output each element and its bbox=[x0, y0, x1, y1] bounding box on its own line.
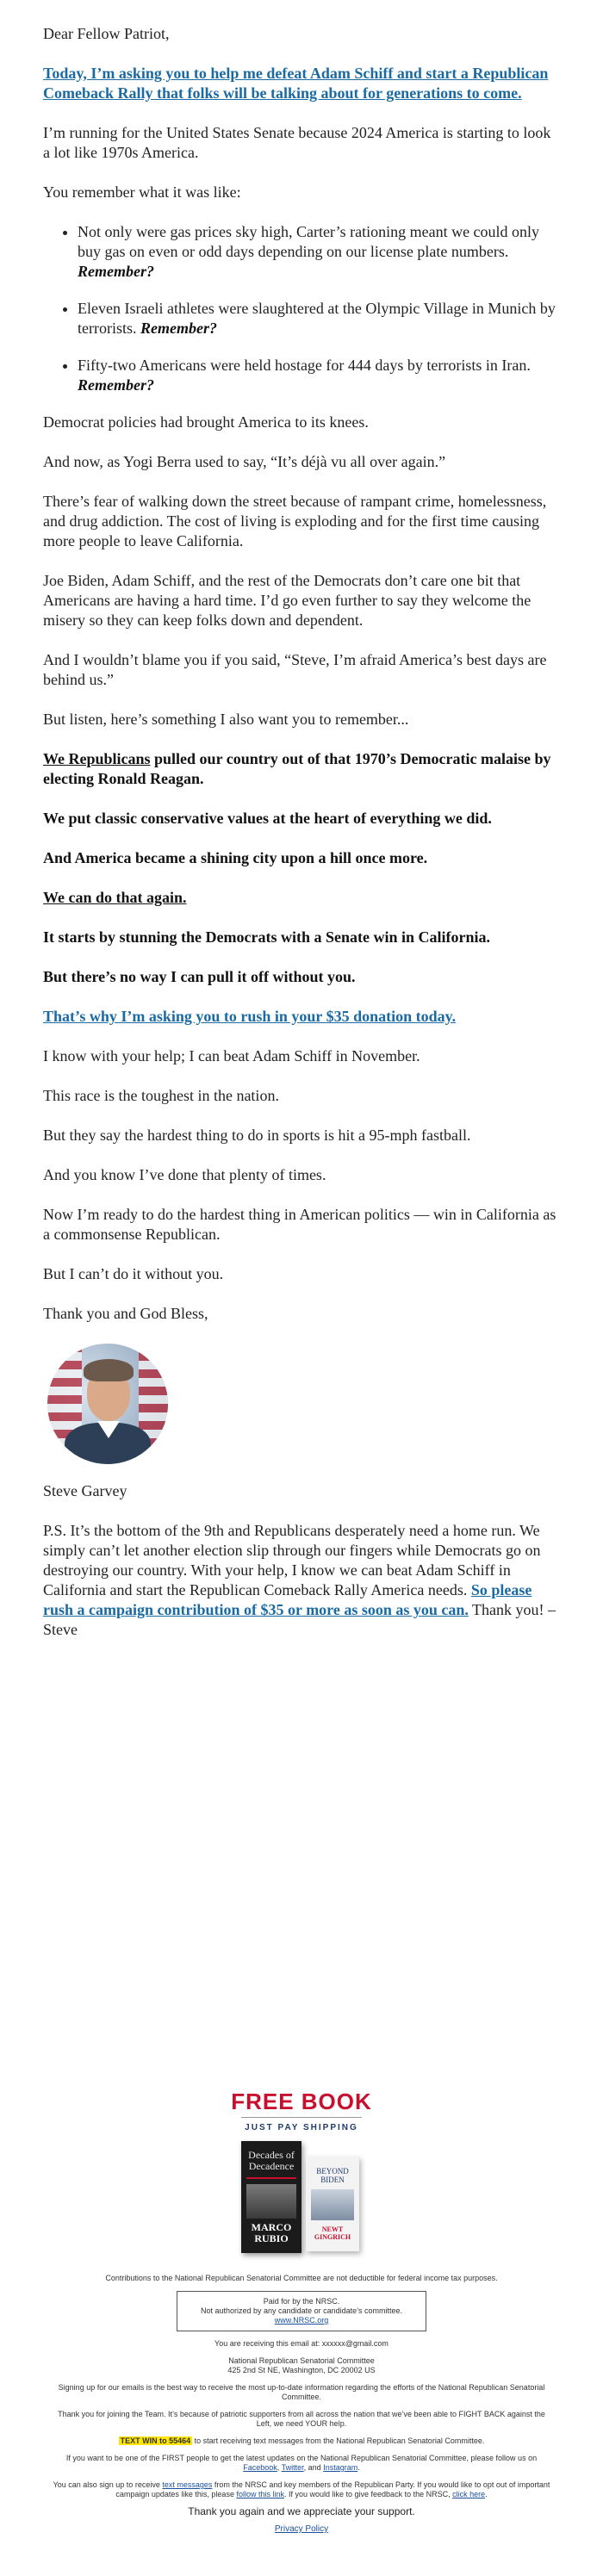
nrsc-site-link[interactable]: www.NRSC.org bbox=[274, 2316, 329, 2325]
ps-donate-link[interactable]: So please rush a campaign contribution of $35 or more as soon as you can. bbox=[43, 1581, 532, 1618]
book-cover-art bbox=[311, 2189, 354, 2220]
paragraph: But they say the hardest thing to do in sports is hit a 95-mph fastball. bbox=[43, 1127, 471, 1144]
book-cover-gingrich: BEYOND BIDEN NEWT GINGRICH bbox=[306, 2157, 359, 2251]
paragraph: This race is the toughest in the nation. bbox=[43, 1087, 279, 1104]
text-signup: TEXT WIN to 55464 to start receiving text messages from the National Republican Senatorial Committee. bbox=[120, 2436, 485, 2445]
signer-photo bbox=[47, 1344, 168, 1464]
email-footer bbox=[52, 2274, 551, 2542]
bold-paragraph: We Republicans pulled our country out of that 1970’s Democratic malaise by electing Ronald Reagan. bbox=[43, 750, 551, 787]
org-address: National Republican Senatorial Committee 425 2nd St NE, Washington, DC 20002 US bbox=[227, 2356, 376, 2374]
paragraph: And now, as Yogi Berra used to say, “It’s déjà vu all over again.” bbox=[43, 453, 446, 470]
tax-notice: Contributions to the National Republican Senatorial Committee are not deductible for federal income tax purposes. bbox=[105, 2274, 498, 2282]
paragraph: Now I’m ready to do the hardest thing in American politics — win in California as a commonsense Republican. bbox=[43, 1206, 556, 1243]
list-item: • Not only were gas prices sky high, Carter’s rationing meant we could only buy gas on even or odd days depending on our license plate numbers. Remember? bbox=[78, 222, 560, 282]
paragraph: There’s fear of walking down the street because of rampant crime, homelessness, and drug addiction. The cost of living is exploding and for the first time causing more people to leave California. bbox=[43, 493, 547, 549]
paragraph: I’m running for the United States Senate because 2024 America is starting to look a lot like 1970s America. bbox=[43, 124, 551, 161]
thanks-team: Thank you for joining the Team. It’s because of patriotic supporters from all across the nation that we’ve been able to FIGHT BACK against the Left, we need YOUR help. bbox=[58, 2410, 545, 2428]
paragraph: You remember what it was like: bbox=[43, 183, 241, 201]
unsubscribe-link[interactable]: follow this link bbox=[236, 2490, 284, 2498]
paragraph: I know with your help; I can beat Adam Schiff in November. bbox=[43, 1047, 420, 1065]
text-messages-link[interactable]: text messages bbox=[162, 2480, 213, 2489]
paragraph: But listen, here’s something I also want you to remember... bbox=[43, 711, 409, 728]
books-image[interactable] bbox=[215, 2132, 388, 2262]
donate-link[interactable]: That’s why I’m asking you to rush in your $35 donation today. bbox=[43, 1008, 457, 1025]
twitter-link[interactable]: Twitter bbox=[281, 2463, 304, 2472]
instagram-link[interactable]: Instagram bbox=[323, 2463, 358, 2472]
bold-paragraph: And America became a shining city upon a hill once more. bbox=[43, 849, 428, 866]
divider bbox=[241, 2117, 362, 2118]
facebook-link[interactable]: Facebook bbox=[243, 2463, 277, 2472]
bold-paragraph: We put classic conservative values at the heart of everything we did. bbox=[43, 810, 492, 827]
paragraph: Joe Biden, Adam Schiff, and the rest of the Democrats don’t care one bit that Americans are having a hard time. I’d go even further to say they welcome the misery so they can keep folks down and dependent. bbox=[43, 572, 532, 629]
paragraph: Democrat policies had brought America to its knees. bbox=[43, 413, 369, 431]
text-keyword-highlight: TEXT WIN to 55464 bbox=[120, 2436, 191, 2445]
postscript: P.S. It’s the bottom of the 9th and Republicans desperately need a home run. We simply can’t let another election slip through our fingers while Democrats go on destroying our country. With your help, I know we can beat Adam Schiff in California and start the Republican Comeback Rally America needs. So please rush a campaign contribution of $35 or more as soon as you can. Thank you! – Steve bbox=[43, 1522, 556, 1638]
promo-title: FREE BOOK bbox=[231, 2089, 372, 2114]
privacy-policy-link[interactable]: Privacy Policy bbox=[274, 2524, 329, 2534]
greeting: Dear Fellow Patriot, bbox=[43, 25, 170, 42]
signoff: Thank you and God Bless, bbox=[43, 1305, 208, 1322]
letter-body bbox=[43, 24, 560, 1660]
book-cover-art bbox=[246, 2184, 296, 2219]
paragraph: And you know I’ve done that plenty of times. bbox=[43, 1166, 326, 1183]
bold-paragraph: It starts by stunning the Democrats with a Senate win in California. bbox=[43, 928, 491, 946]
signer-name: Steve Garvey bbox=[43, 1482, 127, 1499]
promo-subtitle: JUST PAY SHIPPING bbox=[245, 2123, 358, 2132]
free-book-promo[interactable] bbox=[0, 2089, 603, 2262]
photo-hair bbox=[84, 1359, 134, 1381]
list-item: • Eleven Israeli athletes were slaughtered at the Olympic Village in Munich by terrorists. Remember? bbox=[78, 299, 560, 338]
paragraph: And I wouldn’t blame you if you said, “Steve, I’m afraid America’s best days are behind us.” bbox=[43, 651, 547, 688]
bold-paragraph: We can do that again. bbox=[43, 889, 187, 906]
paragraph: But I can’t do it without you. bbox=[43, 1265, 224, 1282]
list-item: • Fifty-two Americans were held hostage for 444 days by terrorists in Iran. Remember? bbox=[78, 356, 560, 395]
social-follow: If you want to be one of the FIRST people to get the latest updates on the National Republican Senatorial Committee, please follow us on Facebook, Twitter, and Instagram. bbox=[65, 2454, 538, 2472]
signup-text: Signing up for our emails is the best way to receive the most up-to-date information regarding the efforts of the National Republican Senatorial Committee. bbox=[58, 2383, 545, 2401]
recipient-email: You are receiving this email at: xxxxxx@gmail.com bbox=[214, 2339, 389, 2348]
opt-out-text: You can also sign up to receive text messages from the NRSC and key members of the Republican Party. If you would like to opt out of important campaign updates like this, please follow this link. If you would like to give feedback to the NRSC, click here. bbox=[53, 2480, 550, 2498]
book-cover-rubio: Decades of Decadence MARCO RUBIO bbox=[241, 2141, 302, 2253]
thanks-again: Thank you again and we appreciate your support. bbox=[188, 2505, 415, 2517]
bold-paragraph: But there’s no way I can pull it off without you. bbox=[43, 968, 356, 985]
feedback-link[interactable]: click here bbox=[452, 2490, 486, 2498]
remember-list bbox=[43, 222, 560, 395]
paid-for-box: Paid for by the NRSC. Not authorized by any candidate or candidate’s committee. www.NRSC.org bbox=[177, 2291, 426, 2331]
headline-donate-link[interactable]: Today, I’m asking you to help me defeat Adam Schiff and start a Republican Comeback Rally that folks will be talking about for generations to come. bbox=[43, 65, 549, 102]
